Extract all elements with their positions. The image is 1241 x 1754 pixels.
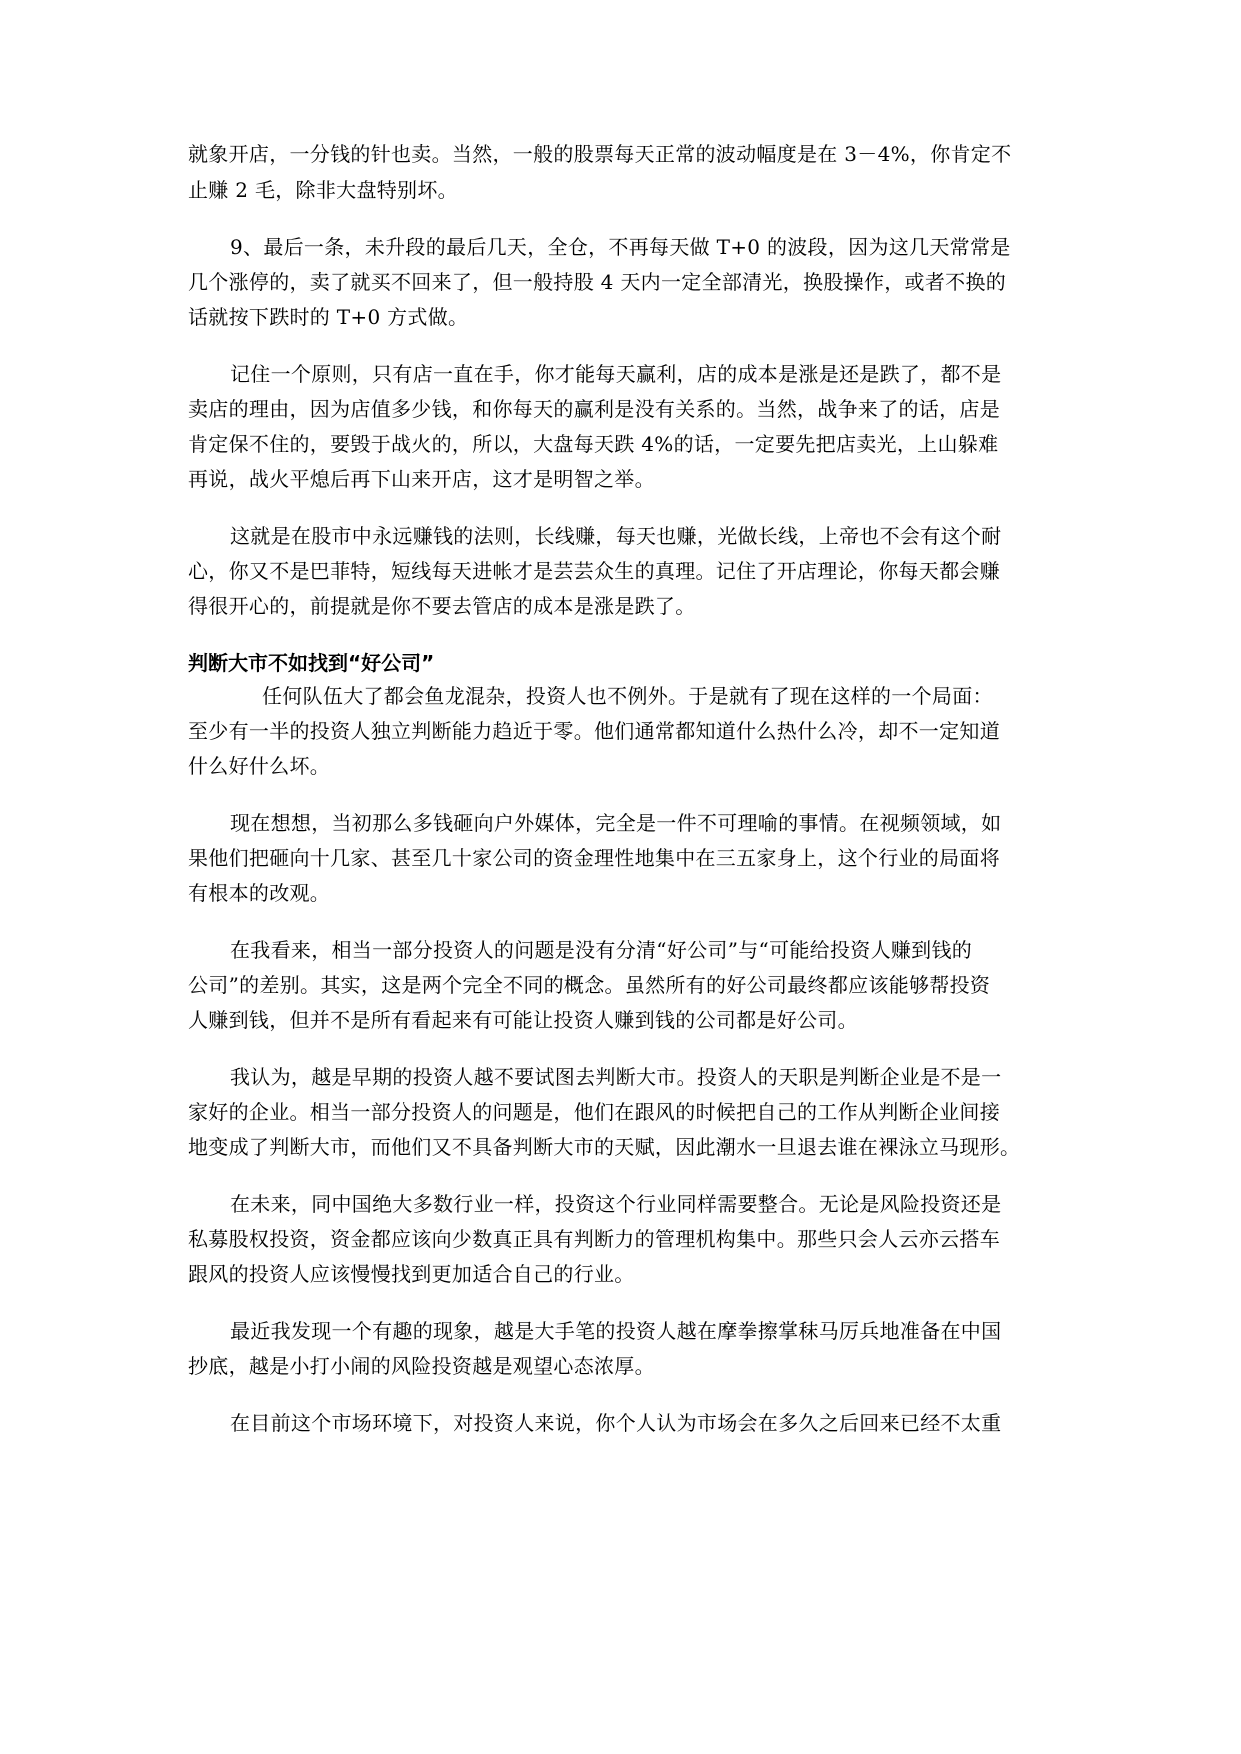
paragraph-11-line-1: 在目前这个市场环境下，对投资人来说，你个人认为市场会在多久之后回来已经不太重 [230, 1411, 1002, 1435]
paragraph-8-line-2: 家好的企业。相当一部分投资人的问题是，他们在跟风的时候把自己的工作从判断企业间接 [188, 1100, 1000, 1124]
paragraph-4-line-2: 心，你又不是巴菲特，短线每天进帐才是芸芸众生的真理。记住了开店理论，你每天都会赚 [188, 559, 1000, 583]
paragraph-5-line-1: 任何队伍大了都会鱼龙混杂，投资人也不例外。于是就有了现在这样的一个局面： [262, 684, 993, 708]
paragraph-9-line-3: 跟风的投资人应该慢慢找到更加适合自己的行业。 [188, 1262, 635, 1286]
paragraph-4-line-3: 得很开心的，前提就是你不要去管店的成本是涨是跌了。 [188, 594, 696, 618]
paragraph-3-line-4: 再说，战火平熄后再下山来开店，这才是明智之举。 [188, 467, 655, 491]
paragraph-10-line-1: 最近我发现一个有趣的现象，越是大手笔的投资人越在摩拳擦掌秣马厉兵地准备在中国 [230, 1319, 1002, 1343]
paragraph-7-line-2: 公司”的差别。其实，这是两个完全不同的概念。虽然所有的好公司最终都应该能够帮投资 [188, 973, 991, 997]
paragraph-3-line-3: 肯定保不住的，要毁于战火的，所以，大盘每天跌 4%的话，一定要先把店卖光，上山躲难 [188, 432, 999, 456]
paragraph-1-line-2: 止赚 2 毛，除非大盘特别坏。 [188, 178, 458, 202]
paragraph-7-line-1: 在我看来，相当一部分投资人的问题是没有分清“好公司”与“可能给投资人赚到钱的 [230, 938, 973, 962]
paragraph-3-line-2: 卖店的理由，因为店值多少钱，和你每天的赢利是没有关系的。当然，战争来了的话，店是 [188, 397, 1000, 421]
paragraph-7-line-3: 人赚到钱，但并不是所有看起来有可能让投资人赚到钱的公司都是好公司。 [188, 1008, 858, 1032]
paragraph-2-line-3: 话就按下跌时的 T+0 方式做。 [188, 305, 469, 329]
section-heading: 判断大市不如找到“好公司” [188, 651, 435, 675]
paragraph-2-line-2: 几个涨停的，卖了就买不回来了，但一般持股 4 天内一定全部清光，换股操作，或者不换的 [188, 270, 1007, 294]
paragraph-4-line-1: 这就是在股市中永远赚钱的法则，长线赚，每天也赚，光做长线，上帝也不会有这个耐 [230, 524, 1002, 548]
paragraph-6-line-1: 现在想想，当初那么多钱砸向户外媒体，完全是一件不可理喻的事情。在视频领域，如 [230, 811, 1002, 835]
paragraph-8-line-3: 地变成了判断大市，而他们又不具备判断大市的天赋，因此潮水一旦退去谁在裸泳立马现形。 [188, 1135, 1021, 1159]
paragraph-9-line-2: 私募股权投资，资金都应该向少数真正具有判断力的管理机构集中。那些只会人云亦云搭车 [188, 1227, 1000, 1251]
paragraph-5-line-2: 至少有一半的投资人独立判断能力趋近于零。他们通常都知道什么热什么冷，却不一定知道 [188, 719, 1000, 743]
paragraph-8-line-1: 我认为，越是早期的投资人越不要试图去判断大市。投资人的天职是判断企业是不是一 [230, 1065, 1002, 1089]
paragraph-3-line-1: 记住一个原则，只有店一直在手，你才能每天赢利，店的成本是涨是还是跌了，都不是 [230, 362, 1002, 386]
paragraph-1-line-1: 就象开店，一分钱的针也卖。当然，一般的股票每天正常的波动幅度是在 3－4%，你肯定不 [188, 142, 1012, 166]
paragraph-6-line-2: 果他们把砸向十几家、甚至几十家公司的资金理性地集中在三五家身上，这个行业的局面将 [188, 846, 1000, 870]
paragraph-10-line-2: 抄底，越是小打小闹的风险投资越是观望心态浓厚。 [188, 1354, 655, 1378]
paragraph-6-line-3: 有根本的改观。 [188, 881, 331, 905]
paragraph-9-line-1: 在未来，同中国绝大多数行业一样，投资这个行业同样需要整合。无论是风险投资还是 [230, 1192, 1002, 1216]
paragraph-2-line-1: 9、最后一条，未升段的最后几天，全仓，不再每天做 T+0 的波段，因为这几天常常是 [230, 235, 1011, 259]
paragraph-5-line-3: 什么好什么坏。 [188, 754, 331, 778]
